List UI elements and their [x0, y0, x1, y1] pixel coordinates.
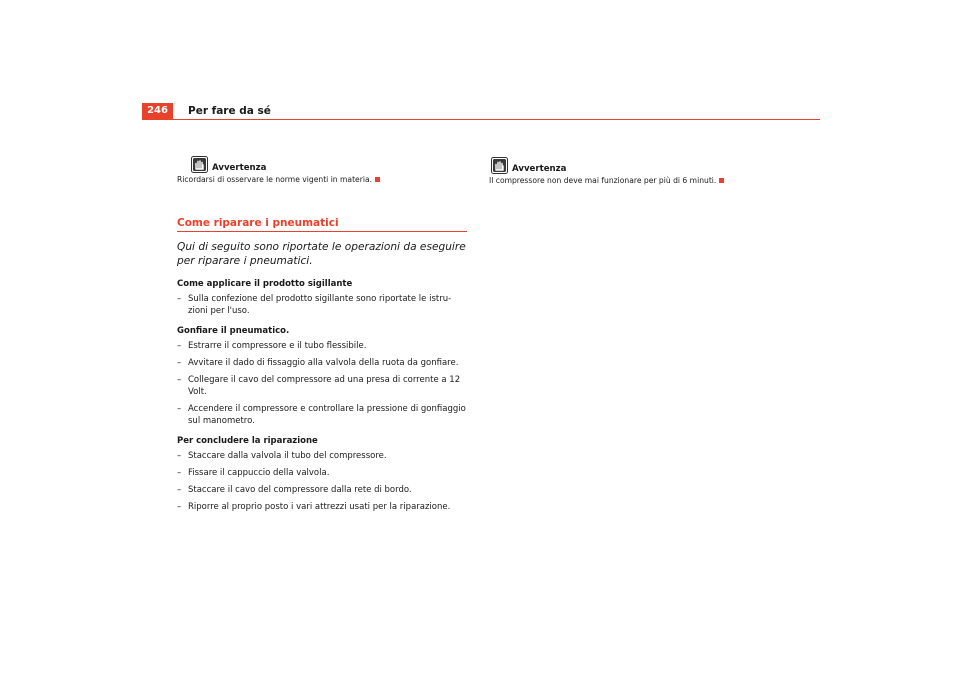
- list-item: – Fissare il cappuccio della valvola.: [177, 468, 330, 478]
- header-divider: [142, 119, 820, 120]
- list-item: – Riporre al proprio posto i vari attrezzi usati per la riparazione.: [177, 502, 451, 512]
- main-column: [177, 216, 467, 513]
- warning-title: Avvertenza: [212, 163, 267, 173]
- end-mark-icon: [375, 177, 380, 182]
- end-mark-icon: [719, 178, 724, 183]
- heading-divider: [177, 231, 467, 232]
- list-item: – Avvitare il dado di fissaggio alla valvola della ruota da gonfiare.: [177, 358, 459, 368]
- section-title: Per fare da sé: [188, 105, 271, 117]
- list-item: – Sulla confezione del prodotto sigillante sono riportate le istru-zioni per l'uso.: [177, 294, 452, 316]
- warning-hand-icon: [491, 157, 508, 174]
- warning-title: Avvertenza: [512, 164, 567, 174]
- page-number: 246: [142, 103, 173, 119]
- list-item: – Accendere il compressore e controllare la pressione di gonfiaggio sul manometro.: [177, 404, 466, 426]
- list-item: – Staccare il cavo del compressore dalla rete di bordo.: [177, 485, 412, 495]
- list-item: – Staccare dalla valvola il tubo del compressore.: [177, 451, 387, 461]
- page-header: [142, 103, 820, 119]
- warning-hand-icon: [191, 156, 208, 173]
- main-heading: Come riparare i pneumatici: [177, 217, 339, 229]
- subheading: Gonfiare il pneumatico.: [177, 326, 290, 336]
- subheading: Per concludere la riparazione: [177, 436, 318, 446]
- warning-text: Ricordarsi di osservare le norme vigenti in materia.: [177, 175, 380, 184]
- list-item: – Collegare il cavo del compressore ad una presa di corrente a 12 Volt.: [177, 375, 461, 397]
- subheading: Come applicare il prodotto sigillante: [177, 279, 353, 289]
- warning-text: Il compressore non deve mai funzionare per più di 6 minuti.: [489, 176, 724, 185]
- list-item: – Estrarre il compressore e il tubo flessibile.: [177, 341, 367, 351]
- intro-text: Qui di seguito sono riportate le operazioni da eseguire per riparare i pneumatici.: [177, 241, 466, 267]
